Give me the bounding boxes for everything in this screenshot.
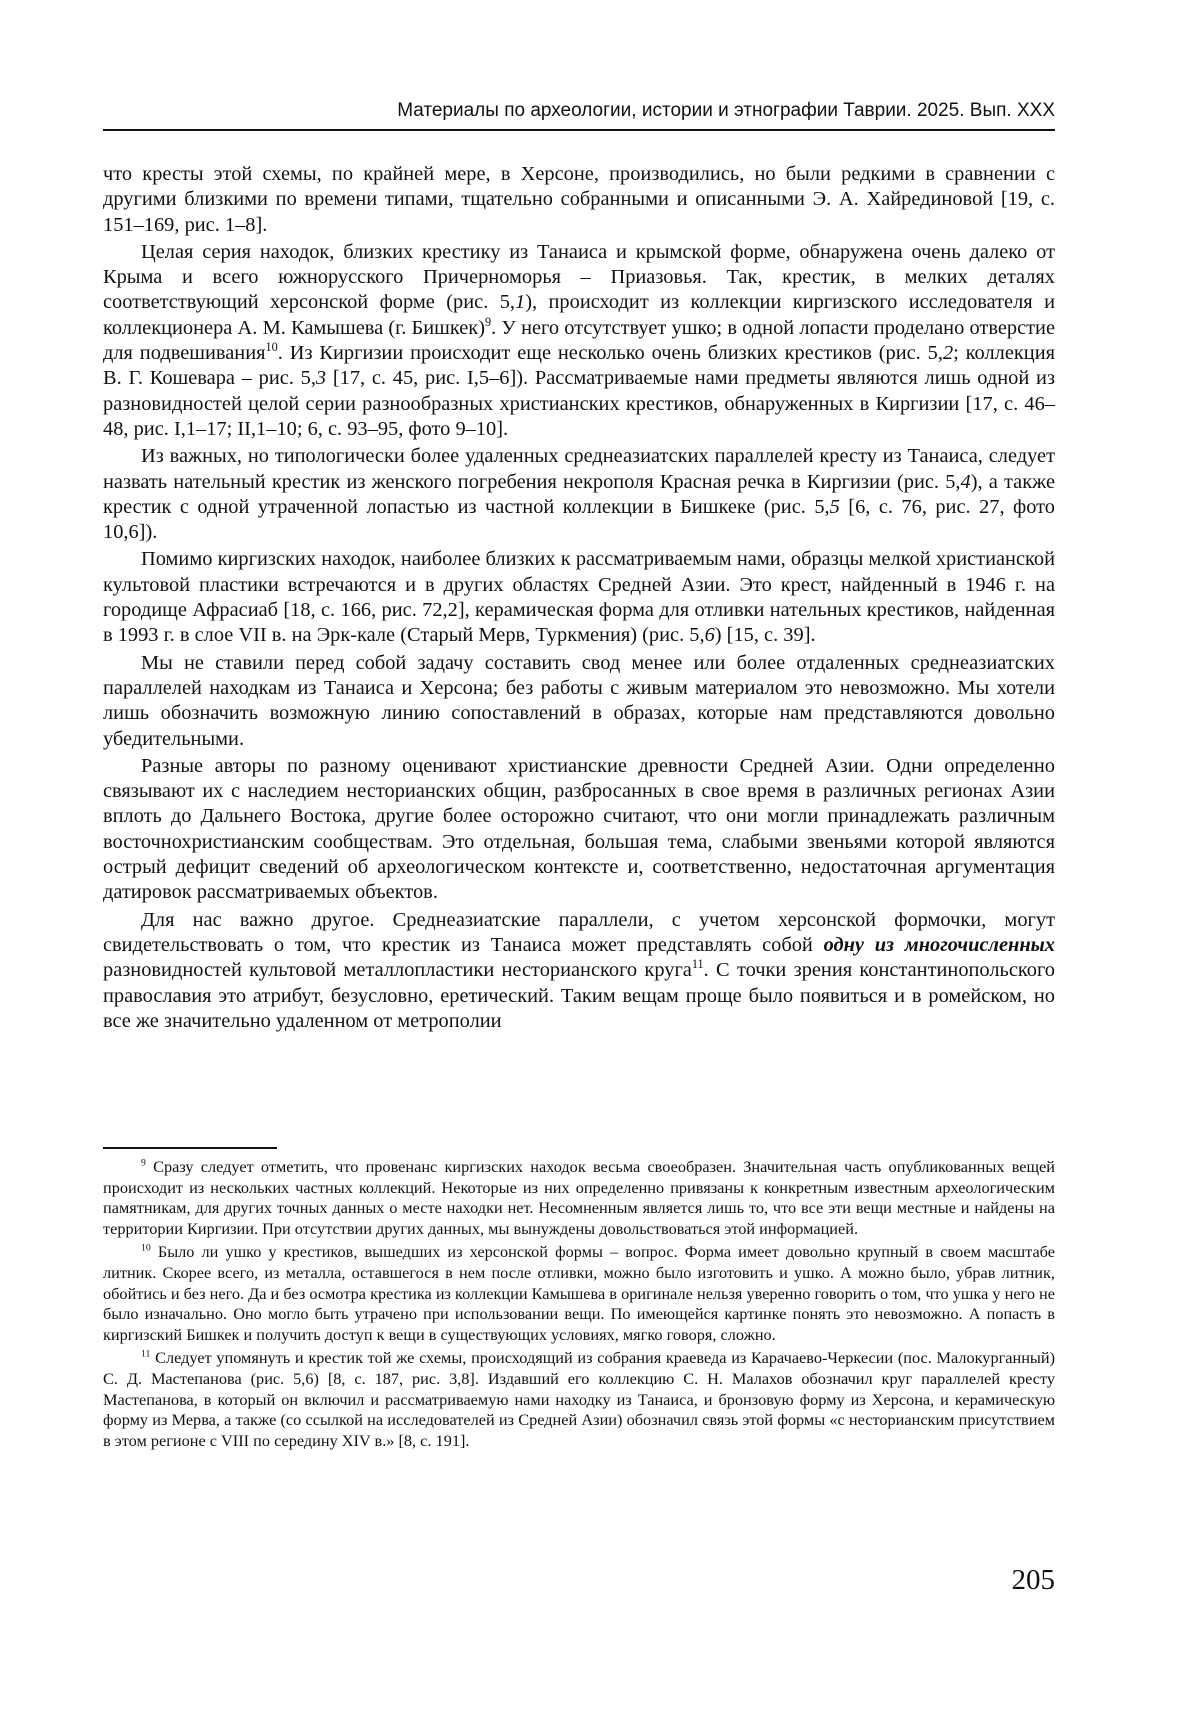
footnote-ref-11[interactable]: 11: [691, 957, 704, 972]
figure-ref: 5: [829, 495, 840, 518]
figure-ref: 1: [515, 291, 526, 314]
footnote-ref-10[interactable]: 10: [265, 340, 278, 355]
footnote-10: [103, 1242, 1055, 1345]
footnote-9: [103, 1157, 1055, 1239]
main-text: [103, 162, 1055, 1036]
p7-text-c: . С точки зрения константинопольского православия это атрибут, безусловно, еретический. Таким вещам проще было появиться и в ромейском, но все же значительно удаленном от метрополии: [103, 959, 1055, 1032]
footnote-ref-9[interactable]: 9: [485, 314, 492, 329]
header-rule: [103, 129, 1055, 131]
p3-text-a: Из важных, но типологически более удаленных среднеазиатских параллелей кресту из Танаиса, следует назвать нательный крестик из женского погребения некрополя Красная речка в Киргизии (рис. 5,: [103, 445, 1055, 493]
emphasis: одну из многочисленных: [823, 933, 1055, 956]
p3-text-c: [6, с. 76, рис. 27, фото 10,6]).: [103, 495, 1055, 544]
paragraph-6: Разные авторы по разному оценивают христианские древности Средней Азии. Одни определенно связывают их с наследием несторианских общин, разбросанных в свое время в различных регионах Азии вплоть до Дальнего Востока, другие более осторожно считают, что они могли принадлежать различным восточнохристианским сообществам. Это отдельная, большая тема, слабыми звеньями которой являются острый дефицит сведений об археологическом контексте и, соответственно, недостаточная аргументация датировок рассматриваемых объектов.: [103, 754, 1055, 904]
p7-text-a: Для нас важно другое. Среднеазиатские параллели, с учетом херсонской формочки, могут свидетельствовать о том, что крестик из Танаиса может представлять собой: [103, 908, 1055, 956]
p2-text-f: [17, с. 45, рис. I,5–6]). Рассматриваемые нами предметы являются лишь одной из разновидностей целой серии разнообразных христианских крестиков, обнаруженных в Киргизии [17, с. 46–48, рис. I,1–17; II,1–10; 6, с. 93–95, фото 9–10].: [103, 367, 1055, 440]
figure-ref: 2: [942, 342, 954, 365]
page-number: 205: [1011, 1564, 1055, 1596]
paragraph-4: [103, 547, 1055, 648]
p4-text-a: Помимо киргизских находок, наиболее близких к рассматриваемым нами, образцы мелкой христианской культовой пластики встречаются и в других областях Средней Азии. Это крест, найденный в 1946 г. на городище Афрасиаб [18, с. 166, рис. 72,2], керамическая форма для отливки нательных крестиков, найденная в 1993 г. в слое VII в. на Эрк-кале (Старый Мерв, Туркмения) (рис. 5,: [103, 548, 1055, 647]
p4-text-b: ) [15, с. 39].: [714, 624, 816, 647]
p2-text-b: ), происходит из коллекции киргизского исследователя и коллекционера А. М. Камышева (г. Бишкек): [103, 291, 1055, 339]
p2-text-c: . У него отсутствует ушко; в одной лопасти проделано отверстие для подвешивания: [103, 316, 1056, 365]
paragraph-5: Мы не ставили перед собой задачу составить свод менее или более отдаленных среднеазиатских параллелей находкам из Танаиса и Херсона; без работы с живым материалом это невозможно. Мы хотели лишь обозначить возможную линию сопоставлений в образах, которые нам представляются довольно убедительными.: [103, 651, 1055, 750]
figure-ref: 6: [704, 624, 715, 647]
footnote-number: 10: [141, 1242, 151, 1254]
p7-text-b: разновидностей культовой металлопластики несторианского круга: [103, 959, 692, 982]
paragraph-2: [103, 240, 1055, 442]
footnote-text: Следует упомянуть и крестик той же схемы, происходящий из собрания краеведа из Карачаево-Черкесии (пос. Малокурганный) С. Д. Мастепанова (рис. 5,6) [8, с. 187, рис. 3,8]. Издавший его коллекцию С. Н. Малахов обозначил круг параллелей кресту Мастепанова, в который он включил и рассматриваемую нами находку из Танаиса, и бронзовую форму из Херсона, и керамическую форму из Мерва, а также (со ссылкой на исследователей из Средней Азии) обозначил связь этой формы «с несторианским присутствием в этом регионе с VIII по середину XIV в.» [8, с. 191].: [103, 1348, 1055, 1450]
footnote-number: 9: [141, 1157, 146, 1169]
footnotes: [103, 1157, 1055, 1454]
footnote-11: [103, 1348, 1055, 1451]
p2-text-d: . Из Киргизии происходит еще несколько очень близких крестиков (рис. 5,: [277, 342, 943, 365]
running-header: Материалы по археологии, истории и этнографии Таврии. 2025. Вып. XXX: [397, 100, 1055, 121]
p2-text-e: ; коллекция В. Г. Кошевара – рис. 5,: [103, 342, 1055, 390]
paragraph-3: [103, 444, 1055, 545]
footnote-text: Было ли ушко у крестиков, вышедших из херсонской формы – вопрос. Форма имеет довольно крупный в своем масштабе литник. Скорее всего, из металла, оставшегося в нем после отливки, можно было изготовить и ушко. А можно было, убрав литник, обойтись и без него. Да и без осмотра крестика из коллекции Камышева в оригинале нельзя уверенно говорить о том, что ушка у него не было изначально. Оно могло быть утрачено при использовании вещи. По имеющейся картинке понять это невозможно. А попасть в киргизский Бишкек и получить доступ к вещи в существующих условиях, мягко говоря, сложно.: [103, 1242, 1055, 1344]
p3-text-b: ), а также крестик с одной утраченной лопастью из частной коллекции в Бишкеке (рис. 5,: [103, 470, 1055, 518]
paragraph-1: что кресты этой схемы, по крайней мере, в Херсоне, производились, но были редкими в сравнении с другими близкими по времени типами, тщательно собранными и описанными Э. А. Хайрединовой [19, с. 151–169, рис. 1–8].: [103, 163, 1055, 236]
paragraph-7: [103, 908, 1055, 1034]
footnote-rule: [103, 1147, 277, 1149]
footnote-number: 11: [141, 1348, 151, 1360]
figure-ref: 3: [315, 367, 327, 390]
p2-text-a: Целая серия находок, близких крестику из Танаиса и крымской форме, обнаружена очень далеко от Крыма и всего южнорусского Причерноморья – Приазовья. Так, крестик, в мелких деталях соответствующий херсонской форме (рис. 5,: [103, 240, 1055, 314]
figure-ref: 4: [960, 470, 971, 493]
footnote-text: Сразу следует отметить, что провенанс киргизских находок весьма своеобразен. Значительная часть опубликованных вещей происходит из нескольких частных коллекций. Некоторые из них определенно привязаны к конкретным известным археологическим памятникам, для других точных данных о месте находки нет. Несомненным является лишь то, что все эти вещи местные и найдены на территории Киргизии. При отсутствии других данных, мы вынуждены довольствоваться этой информацией.: [103, 1157, 1055, 1238]
